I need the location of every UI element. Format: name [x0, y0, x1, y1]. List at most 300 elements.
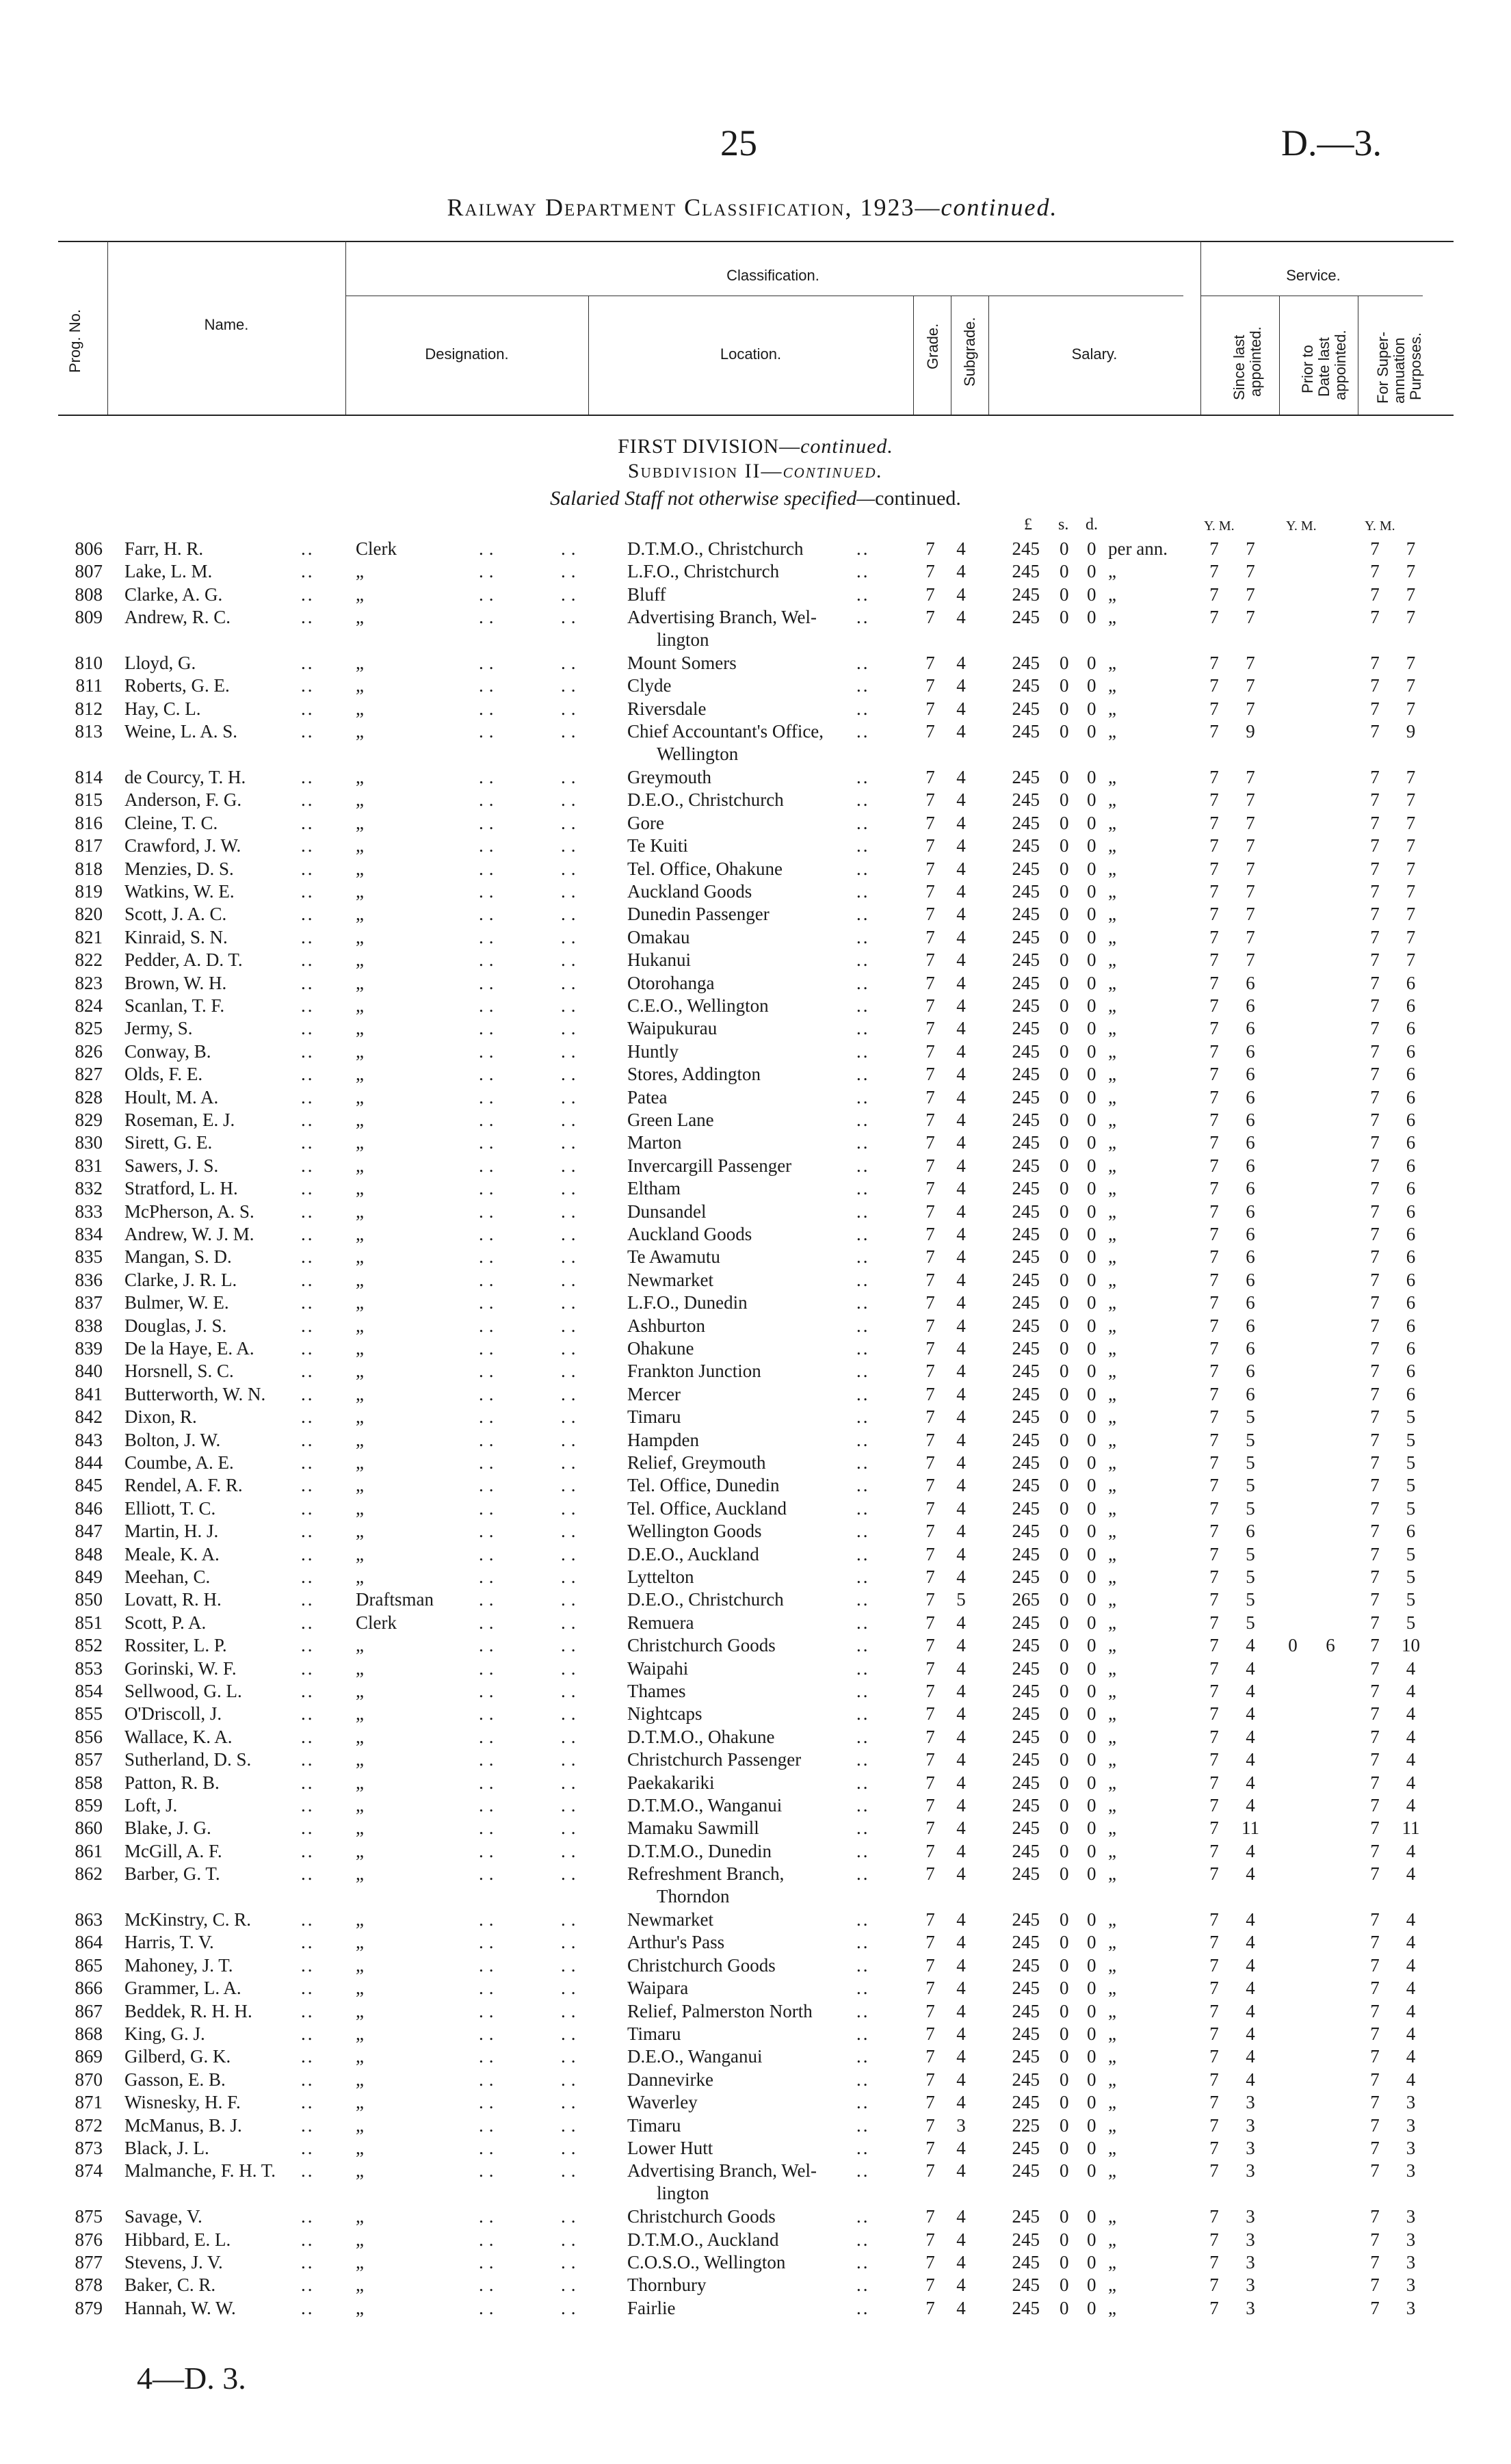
leader-dots: .. — [479, 1818, 499, 1839]
leader-dots: .. — [561, 1110, 581, 1130]
cell-sh: 0 — [1060, 1110, 1069, 1130]
leader-dots: .. — [856, 858, 870, 879]
cell-y1: 7 — [1209, 835, 1219, 856]
cell-name: Rendel, A. F. R. — [124, 1475, 243, 1496]
cell-name: Hoult, M. A. — [124, 1086, 219, 1108]
cell-p: 0 — [1087, 1703, 1096, 1725]
unit-pence: d. — [1086, 516, 1098, 534]
cell-name: Sawers, J. S. — [124, 1155, 219, 1176]
cell-sh: 0 — [1060, 926, 1069, 947]
cell-y3: 7 — [1370, 538, 1380, 559]
leader-dots: .. — [301, 1795, 315, 1816]
leader-dots: .. — [301, 1361, 315, 1382]
cell-p: 0 — [1087, 1452, 1096, 1473]
cell-s: 4 — [956, 1361, 966, 1382]
cell-m1: 6 — [1246, 1040, 1255, 1062]
cell-sal: 245 — [1012, 858, 1040, 879]
cell-d: „ — [356, 1749, 364, 1770]
cell-d: „ — [356, 995, 364, 1016]
leader-dots: .. — [301, 1086, 315, 1108]
cell-name: Wisnesky, H. F. — [124, 2092, 241, 2113]
cell-n: 865 — [75, 1954, 103, 1976]
cell-s: 4 — [956, 1452, 966, 1473]
leader-dots: .. — [479, 789, 499, 811]
cell-sal: 245 — [1012, 1543, 1040, 1564]
cell-p: 0 — [1087, 1132, 1096, 1153]
cell-name: Farr, H. R. — [124, 538, 204, 559]
cell-pa: „ — [1108, 721, 1116, 742]
cell-y1: 7 — [1209, 2275, 1219, 2296]
cell-y3: 7 — [1370, 812, 1380, 833]
cell-d: „ — [356, 1292, 364, 1313]
cell-y1: 7 — [1209, 2297, 1219, 2318]
cell-n: 873 — [75, 2138, 103, 2158]
cell-sal: 245 — [1012, 1521, 1040, 1542]
cell-d: „ — [356, 1818, 364, 1839]
col-divider — [913, 296, 914, 415]
leader-dots: .. — [479, 698, 499, 719]
leader-dots: .. — [479, 2206, 499, 2227]
cell-d: „ — [356, 1657, 364, 1679]
cell-name: Brown, W. H. — [124, 972, 227, 993]
cell-s: 4 — [956, 972, 966, 993]
leader-dots: .. — [479, 1383, 499, 1404]
cell-g: 7 — [925, 1201, 935, 1222]
leader-dots: .. — [479, 1040, 499, 1062]
cell-l: Tel. Office, Auckland — [627, 1497, 787, 1519]
leader-dots: .. — [856, 1612, 870, 1633]
cell-d: „ — [356, 1201, 364, 1222]
cell-p: 0 — [1087, 1954, 1096, 1976]
leader-dots: .. — [856, 1246, 870, 1268]
cell-sh: 0 — [1060, 1224, 1069, 1244]
leader-dots: .. — [856, 1978, 870, 1999]
cell-y3: 7 — [1370, 1429, 1380, 1450]
table-row — [0, 1360, 1511, 1382]
leader-dots: .. — [856, 2092, 870, 2113]
leader-dots: .. — [479, 1589, 499, 1610]
cell-pa: „ — [1108, 2023, 1116, 2044]
cell-y1: 7 — [1209, 2114, 1219, 2136]
leader-dots: .. — [561, 1749, 581, 1770]
cell-l: D.E.O., Wanganui — [627, 2046, 763, 2067]
leader-dots: .. — [301, 1909, 315, 1930]
cell-l: Ohakune — [627, 1338, 694, 1359]
cell-pa: per ann. — [1108, 538, 1168, 559]
cell-name: Grammer, L. A. — [124, 1978, 241, 1999]
cell-m1: 4 — [1246, 1726, 1255, 1747]
cell-m3: 4 — [1406, 1772, 1416, 1793]
leader-dots: .. — [561, 1657, 581, 1679]
cell-sal: 245 — [1012, 1657, 1040, 1679]
cell-p: 0 — [1087, 1657, 1096, 1679]
staff-heading — [0, 487, 1511, 510]
leader-dots: .. — [856, 1521, 870, 1542]
cell-m1: 6 — [1246, 1269, 1255, 1290]
table-row — [0, 1520, 1511, 1543]
leader-dots: .. — [856, 1315, 870, 1336]
cell-name: Anderson, F. G. — [124, 789, 242, 811]
cell-y3: 7 — [1370, 1978, 1380, 1999]
cell-d: „ — [356, 607, 364, 628]
cell-m1: 6 — [1246, 995, 1255, 1016]
cell-l: Mount Somers — [627, 653, 737, 673]
cell-m3: 6 — [1406, 1132, 1416, 1153]
cell-sh: 0 — [1060, 2092, 1069, 2113]
cell-n: 855 — [75, 1703, 103, 1725]
cell-y3: 7 — [1370, 2069, 1380, 2090]
col-divider — [1279, 296, 1280, 415]
table-row — [0, 606, 1511, 629]
cell-m1: 7 — [1246, 949, 1255, 971]
subdivision-heading-main: Subdivision II— — [627, 460, 783, 482]
cell-m1: 5 — [1246, 1543, 1255, 1564]
cell-m3: 6 — [1406, 1246, 1416, 1268]
cell-p: 0 — [1087, 2046, 1096, 2067]
cell-pa: „ — [1108, 1361, 1116, 1382]
cell-pa: „ — [1108, 1201, 1116, 1222]
cell-sh: 0 — [1060, 1567, 1069, 1587]
table-row — [0, 1931, 1511, 1954]
cell-d: „ — [356, 2297, 364, 2318]
cell-y3: 7 — [1370, 1452, 1380, 1473]
cell-p: 0 — [1087, 1315, 1096, 1336]
cell-m3: 4 — [1406, 2069, 1416, 2090]
cell-sal: 245 — [1012, 1406, 1040, 1428]
cell-g: 7 — [925, 1589, 935, 1610]
leader-dots: .. — [301, 1932, 315, 1953]
cell-n: 831 — [75, 1155, 103, 1176]
leader-dots: .. — [561, 1292, 581, 1313]
cell-g: 7 — [925, 1292, 935, 1313]
cell-sh: 0 — [1060, 1657, 1069, 1679]
leader-dots: .. — [856, 1110, 870, 1130]
cell-y1: 7 — [1209, 1612, 1219, 1633]
cell-name: Olds, F. E. — [124, 1064, 203, 1085]
cell-y3: 7 — [1370, 584, 1380, 605]
cell-s: 4 — [956, 1543, 966, 1564]
cell-sh: 0 — [1060, 1840, 1069, 1861]
cell-m3: 5 — [1406, 1589, 1416, 1610]
leader-dots: .. — [301, 1772, 315, 1793]
cell-pa: „ — [1108, 1429, 1116, 1450]
leader-dots: .. — [856, 1749, 870, 1770]
leader-dots: .. — [479, 2069, 499, 2090]
table-row — [0, 2114, 1511, 2137]
leader-dots: .. — [479, 1863, 499, 1885]
leader-dots: .. — [561, 1201, 581, 1222]
table-row — [0, 1383, 1511, 1406]
header-super-1: For Super- — [1374, 331, 1391, 404]
table-row — [0, 1406, 1511, 1428]
cell-s: 4 — [956, 949, 966, 971]
cell-s: 4 — [956, 1406, 966, 1428]
leader-dots: .. — [479, 1224, 499, 1244]
cell-sh: 0 — [1060, 2160, 1069, 2181]
cell-name: Scott, J. A. C. — [124, 904, 227, 925]
leader-dots: .. — [479, 721, 499, 742]
cell-y3: 7 — [1370, 904, 1380, 925]
table-row — [0, 2000, 1511, 2023]
cell-g: 7 — [925, 1018, 935, 1039]
cell-d: „ — [356, 835, 364, 856]
cell-p: 0 — [1087, 1246, 1096, 1268]
cell-sh: 0 — [1060, 995, 1069, 1016]
cell-pa: „ — [1108, 675, 1116, 696]
leader-dots: .. — [856, 721, 870, 742]
cell-p: 0 — [1087, 1749, 1096, 1770]
cell-p: 0 — [1087, 949, 1096, 971]
cell-y1: 7 — [1209, 1543, 1219, 1564]
cell-m1: 3 — [1246, 2229, 1255, 2250]
leader-dots: .. — [856, 2206, 870, 2227]
cell-y3: 7 — [1370, 1681, 1380, 1701]
cell-name: Sirett, G. E. — [124, 1132, 213, 1153]
table-row — [0, 926, 1511, 949]
cell-m1: 7 — [1246, 607, 1255, 628]
cell-g: 7 — [925, 835, 935, 856]
cell-m1: 5 — [1246, 1406, 1255, 1428]
cell-sal: 245 — [1012, 1681, 1040, 1701]
cell-sh: 0 — [1060, 1749, 1069, 1770]
cell-m3: 7 — [1406, 698, 1416, 719]
cell-s: 4 — [956, 1086, 966, 1108]
cell-g: 7 — [925, 1155, 935, 1176]
cell-g: 7 — [925, 698, 935, 719]
cell-n: 813 — [75, 721, 103, 742]
cell-pa: „ — [1108, 2138, 1116, 2158]
table-row — [0, 880, 1511, 903]
cell-d: „ — [356, 2023, 364, 2044]
leader-dots: .. — [479, 653, 499, 673]
leader-dots: .. — [561, 1018, 581, 1039]
cell-y3: 7 — [1370, 1178, 1380, 1199]
leader-dots: .. — [301, 904, 315, 925]
cell-g: 7 — [925, 1954, 935, 1976]
cell-name: McManus, B. J. — [124, 2114, 242, 2136]
cell-y3: 7 — [1370, 1932, 1380, 1953]
leader-dots: .. — [479, 1909, 499, 1930]
cell-y1: 7 — [1209, 1978, 1219, 1999]
cell-name: Hay, C. L. — [124, 698, 201, 719]
cell-d: „ — [356, 2275, 364, 2296]
table-row — [0, 674, 1511, 697]
cell-m3: 5 — [1406, 1567, 1416, 1587]
cell-n: 877 — [75, 2252, 103, 2272]
leader-dots: .. — [856, 2160, 870, 2181]
cell-name: Patton, R. B. — [124, 1772, 220, 1793]
cell-sh: 0 — [1060, 675, 1069, 696]
cell-s: 4 — [956, 1840, 966, 1861]
cell-l: C.E.O., Wellington — [627, 995, 769, 1016]
cell-y3: 7 — [1370, 1795, 1380, 1816]
leader-dots: .. — [561, 835, 581, 856]
table-row — [0, 995, 1511, 1017]
cell-sh: 0 — [1060, 767, 1069, 787]
leader-dots: .. — [561, 1703, 581, 1725]
cell-y1: 7 — [1209, 1840, 1219, 1861]
cell-s: 4 — [956, 1909, 966, 1930]
cell-m3: 4 — [1406, 1726, 1416, 1747]
cell-m1: 5 — [1246, 1589, 1255, 1610]
cell-pa: „ — [1108, 1521, 1116, 1542]
cell-d: „ — [356, 789, 364, 811]
cell-y3: 7 — [1370, 1703, 1380, 1725]
cell-y1: 7 — [1209, 1338, 1219, 1359]
leader-dots: .. — [856, 926, 870, 947]
cell-m1: 6 — [1246, 1521, 1255, 1542]
cell-g: 7 — [925, 1429, 935, 1450]
cell-s: 4 — [956, 904, 966, 925]
leader-dots: .. — [561, 2023, 581, 2044]
table-row — [0, 2229, 1511, 2251]
cell-m3: 7 — [1406, 653, 1416, 673]
cell-n: 864 — [75, 1932, 103, 1953]
table-row — [0, 789, 1511, 811]
leader-dots: .. — [479, 926, 499, 947]
leader-dots: .. — [856, 1132, 870, 1153]
cell-pa: „ — [1108, 1178, 1116, 1199]
cell-n: 816 — [75, 812, 103, 833]
cell-m1: 3 — [1246, 2252, 1255, 2272]
cell-pa: „ — [1108, 1452, 1116, 1473]
cell-y1: 7 — [1209, 1657, 1219, 1679]
cell-n: 812 — [75, 698, 103, 719]
leader-dots: .. — [479, 1064, 499, 1085]
cell-m3: 4 — [1406, 1954, 1416, 1976]
leader-dots: .. — [561, 1452, 581, 1473]
leader-dots: .. — [301, 2092, 315, 2113]
cell-sal: 245 — [1012, 1292, 1040, 1313]
cell-n: 809 — [75, 607, 103, 628]
cell-m3: 7 — [1406, 812, 1416, 833]
location-continuation: Thorndon — [657, 1885, 730, 1906]
cell-m3: 6 — [1406, 1040, 1416, 1062]
cell-m3: 3 — [1406, 2160, 1416, 2181]
cell-y3: 7 — [1370, 1635, 1380, 1656]
cell-y1: 7 — [1209, 1795, 1219, 1816]
cell-g: 7 — [925, 2252, 935, 2272]
cell-l: Thames — [627, 1681, 686, 1701]
cell-sh: 0 — [1060, 1292, 1069, 1313]
cell-l: Timaru — [627, 2023, 681, 2044]
cell-y1: 7 — [1209, 1040, 1219, 1062]
cell-n: 814 — [75, 767, 103, 787]
cell-name: Baker, C. R. — [124, 2275, 216, 2296]
cell-name: Harris, T. V. — [124, 1932, 214, 1953]
cell-l: D.T.M.O., Wanganui — [627, 1795, 783, 1816]
cell-y1: 7 — [1209, 1178, 1219, 1199]
cell-g: 7 — [925, 2023, 935, 2044]
cell-pa: „ — [1108, 1589, 1116, 1610]
cell-d: „ — [356, 1132, 364, 1153]
cell-s: 4 — [956, 1932, 966, 1953]
cell-y3: 7 — [1370, 767, 1380, 787]
subdivision-heading-cont: continued. — [783, 460, 884, 482]
cell-y1: 7 — [1209, 1064, 1219, 1085]
cell-d: „ — [356, 904, 364, 925]
cell-n: 869 — [75, 2046, 103, 2067]
leader-dots: .. — [479, 858, 499, 879]
cell-s: 4 — [956, 2069, 966, 2090]
cell-sh: 0 — [1060, 1040, 1069, 1062]
cell-name: Bulmer, W. E. — [124, 1292, 229, 1313]
cell-y1: 7 — [1209, 1315, 1219, 1336]
cell-name: Hibbard, E. L. — [124, 2229, 231, 2250]
cell-s: 4 — [956, 2092, 966, 2113]
cell-s: 5 — [956, 1589, 966, 1610]
cell-d: „ — [356, 1383, 364, 1404]
cell-y1: 7 — [1209, 1201, 1219, 1222]
table-row — [0, 1748, 1511, 1771]
division-heading-main: FIRST DIVISION— — [618, 435, 801, 458]
cell-pa: „ — [1108, 972, 1116, 993]
leader-dots: .. — [561, 2092, 581, 2113]
cell-p: 0 — [1087, 538, 1096, 559]
cell-m3: 5 — [1406, 1612, 1416, 1633]
cell-sh: 0 — [1060, 561, 1069, 582]
table-row — [0, 1223, 1511, 1246]
cell-p: 0 — [1087, 1772, 1096, 1793]
cell-pa: „ — [1108, 1749, 1116, 1770]
cell-l: Dannevirke — [627, 2069, 713, 2090]
cell-l: Paekakariki — [627, 1772, 715, 1793]
cell-p: 0 — [1087, 881, 1096, 902]
leader-dots: .. — [479, 995, 499, 1016]
cell-p: 0 — [1087, 1795, 1096, 1816]
leader-dots: .. — [479, 607, 499, 628]
cell-m1: 4 — [1246, 1909, 1255, 1930]
cell-y3: 7 — [1370, 1361, 1380, 1382]
cell-sal: 245 — [1012, 1110, 1040, 1130]
cell-y3: 7 — [1370, 1840, 1380, 1861]
cell-s: 4 — [956, 1292, 966, 1313]
leader-dots: .. — [561, 1383, 581, 1404]
cell-pa: „ — [1108, 2206, 1116, 2227]
cell-d: „ — [356, 1978, 364, 1999]
cell-l: Christchurch Passenger — [627, 1749, 802, 1770]
cell-name: Lloyd, G. — [124, 653, 196, 673]
leader-dots: .. — [856, 2023, 870, 2044]
cell-name: Beddek, R. H. H. — [124, 2000, 252, 2021]
cell-d: „ — [356, 1795, 364, 1816]
cell-pa: „ — [1108, 2114, 1116, 2136]
cell-y1: 7 — [1209, 1292, 1219, 1313]
cell-y3: 7 — [1370, 1018, 1380, 1039]
cell-sal: 245 — [1012, 2206, 1040, 2227]
cell-n: 874 — [75, 2160, 103, 2181]
leader-dots: .. — [561, 721, 581, 742]
cell-m1: 4 — [1246, 1681, 1255, 1701]
cell-y3: 7 — [1370, 1406, 1380, 1428]
cell-g: 7 — [925, 1315, 935, 1336]
table-row — [0, 1429, 1511, 1452]
cell-s: 4 — [956, 2138, 966, 2158]
cell-m1: 3 — [1246, 2092, 1255, 2113]
cell-l: Remuera — [627, 1612, 694, 1633]
cell-y3: 7 — [1370, 1818, 1380, 1839]
cell-l: Refreshment Branch, — [627, 1863, 785, 1885]
leader-dots: .. — [561, 2000, 581, 2021]
cell-g: 7 — [925, 1475, 935, 1496]
cell-y2: 0 — [1288, 1635, 1298, 1656]
leader-dots: .. — [561, 1521, 581, 1542]
leader-dots: .. — [561, 2138, 581, 2158]
cell-m1: 3 — [1246, 2160, 1255, 2181]
cell-y3: 7 — [1370, 1497, 1380, 1519]
leader-dots: .. — [561, 1497, 581, 1519]
cell-g: 7 — [925, 653, 935, 673]
